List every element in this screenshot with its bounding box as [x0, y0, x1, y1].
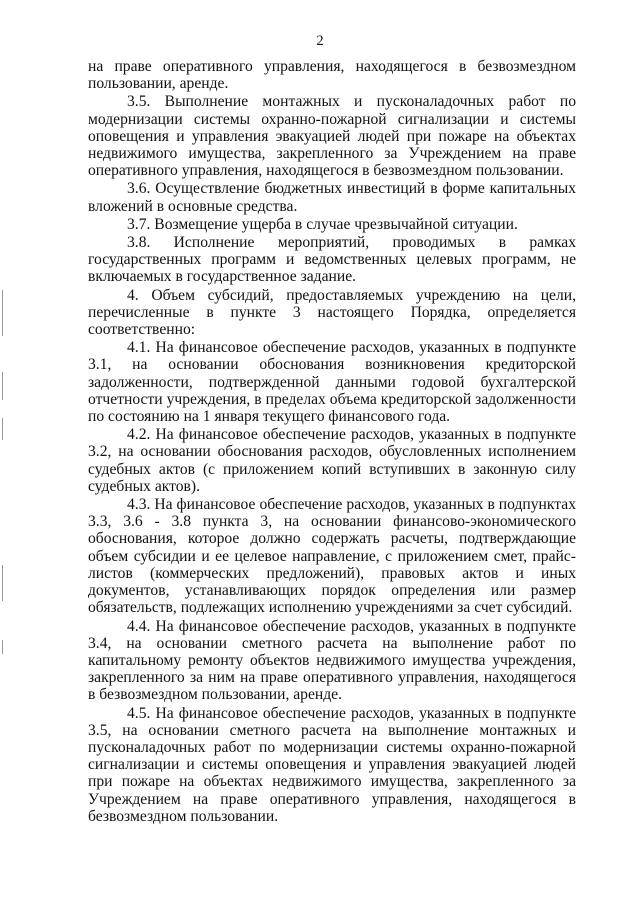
paragraph: 4.1. На финансовое обеспечение расходов, указанных в подпункте 3.1, на основании обоснования возникновения кредиторской задолженности, подтвержденной данными годовой бухгалтерской отчетности учреждения, в пределах объема кредиторской задолженности по состоянию на 1 января текущего финансового года. [88, 339, 576, 426]
paragraph: 4.3. На финансовое обеспечение расходов, указанных в подпунктах 3.3, 3.6 - 3.8 пункта 3, на основании финансово-экономического обоснования, которое должно содержать расчеты, подтверждающие объем субсидии и ее целевое направление, с приложением смет, прайс-листов (коммерческих предложений), правовых актов и иных документов, устанавливающих порядок определения или размер обязательств, подлежащих исполнению учреждениями за счет субсидий. [88, 496, 576, 617]
paragraph: 3.7. Возмещение ущерба в случае чрезвычайной ситуации. [127, 215, 518, 233]
paragraph: 3.5. Выполнение монтажных и пусконаладочных работ по модернизации системы охранно-пожарной сигнализации и системы оповещения и управления эвакуацией людей при пожаре на объектах недвижимого имущества, закрепленного за Учреждением на праве оперативного управления, находящегося в безвозмездном пользовании. [88, 93, 576, 180]
paragraph: 4.2. На финансовое обеспечение расходов, указанных в подпункте 3.2, на основании обоснования расходов, обусловленных исполнением судебных актов (с приложением копий вступивших в законную силу судебных актов). [88, 426, 576, 495]
paragraph: 3.6. Осуществление бюджетных инвестиций в форме капитальных вложений в основные средства. [88, 180, 576, 215]
paragraph: 3.8. Исполнение мероприятий, проводимых в рамках государственных программ и ведомственных целевых программ, не включаемых в государственное задание. [88, 234, 576, 286]
paragraph: 4.5. На финансовое обеспечение расходов, указанных в подпункте 3.5, на основании сметного расчета на выполнение монтажных и пусконаладочных работ по модернизации системы охранно-пожарной сигнализации и системы оповещения и управления эвакуацией людей при пожаре на объектах недвижимого имущества, закрепленного за Учреждением на праве оперативного управления, находящегося в безвозмездном пользовании. [88, 704, 576, 825]
paragraph: 4.4. На финансовое обеспечение расходов, указанных в подпункте 3.4, на основании сметного расчета на выполнение работ по капитальному ремонту объектов недвижимого имущества учреждения, закрепленного за ним на праве оперативного управления, находящегося в безвозмездном пользовании, аренде. [88, 617, 576, 704]
paragraph: 4. Объем субсидий, предоставляемых учреждению на цели, перечисленные в пункте 3 настоящего Порядка, определяется соответственно: [88, 286, 576, 339]
paragraph: на праве оперативного управления, находящегося в безвозмездном пользовании, аренде. [88, 58, 576, 93]
scan-margin-marks [0, 0, 6, 905]
page-number: 2 [316, 33, 324, 49]
document-body [88, 58, 576, 826]
